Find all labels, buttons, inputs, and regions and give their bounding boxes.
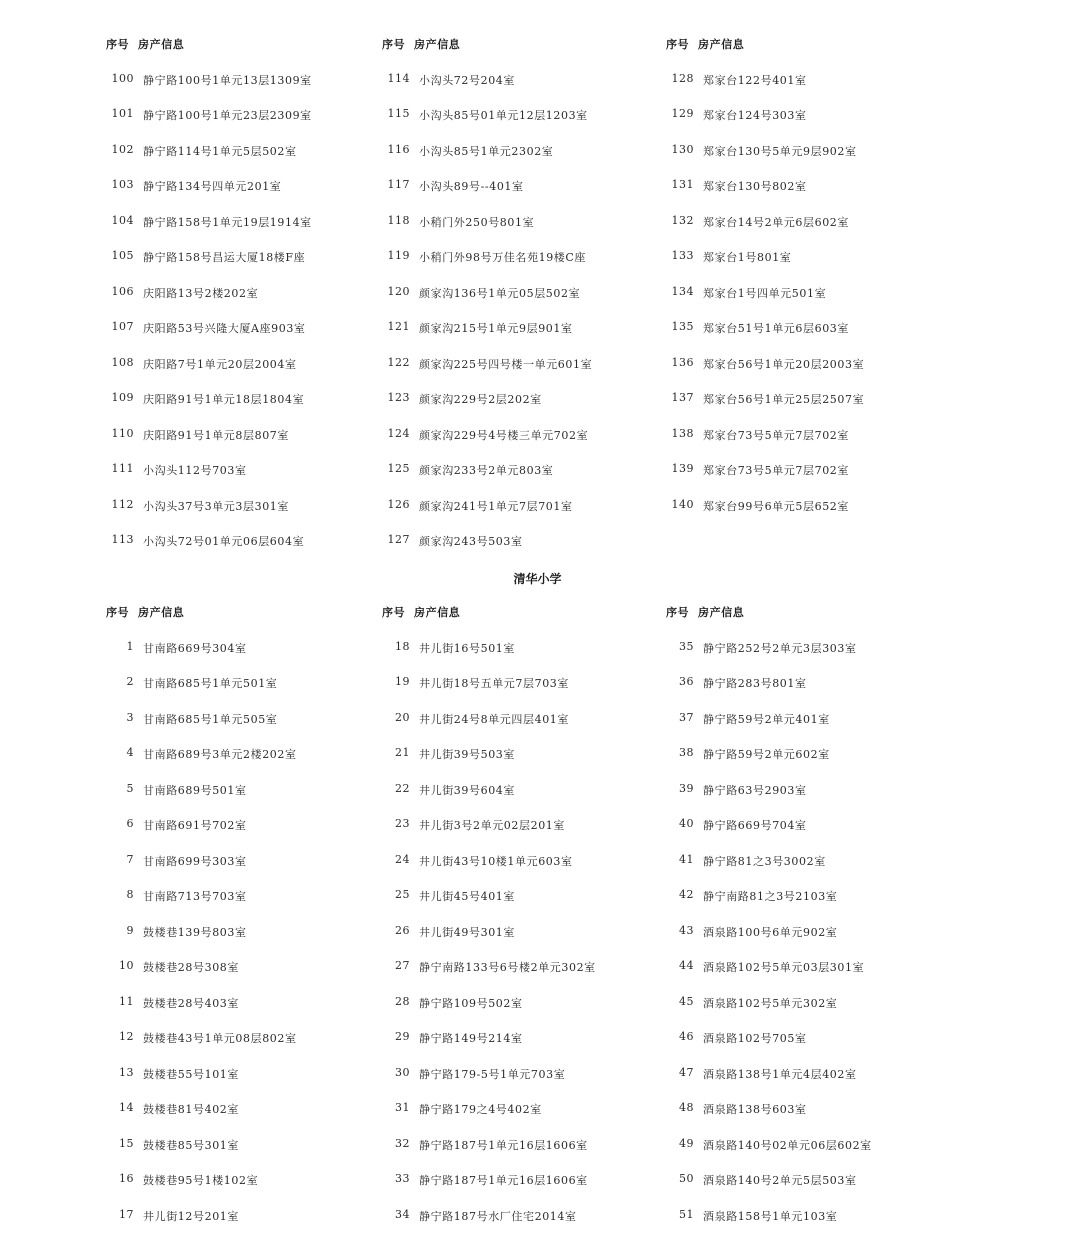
row-number: 102 [111,142,134,156]
row-number: 41 [679,852,694,866]
property-info: 郑家台73号5单元7层702室 [703,428,849,442]
property-info: 颜家沟225号四号楼一单元601室 [419,357,593,371]
property-info: 郑家台99号6单元5层652室 [703,499,849,513]
row-number: 8 [126,888,134,901]
property-info: 酒泉路140号2单元5层503室 [703,1174,857,1187]
row-number: 43 [679,923,694,937]
row-number: 10 [119,959,134,972]
property-info: 鼓楼巷28号403室 [143,996,239,1010]
property-info: 甘南路691号702室 [143,819,247,832]
row-number: 110 [111,426,134,440]
property-info: 颜家沟241号1单元7层701室 [419,499,573,513]
property-info: 静宁路187号水厂住宅2014室 [419,1209,577,1223]
property-info: 郑家台73号5单元7层702室 [703,464,849,477]
row-number: 31 [395,1101,410,1114]
property-info: 小沟头72号204室 [419,73,515,87]
property-info: 庆阳路7号1单元20层2004室 [143,357,297,371]
property-info: 郑家台14号2单元6层602室 [703,215,849,229]
row-number: 38 [679,746,694,759]
property-info: 静宁路158号昌运大厦18楼F座 [143,251,306,264]
property-info: 小沟头37号3单元3层301室 [143,499,289,513]
property-info: 井儿街49号301室 [419,925,515,939]
property-info: 酒泉路138号603室 [703,1103,807,1116]
row-number: 3 [126,710,134,724]
property-info: 静宁路109号502室 [419,996,523,1010]
row-number: 9 [126,923,134,937]
property-info: 酒泉路140号02单元06层602室 [703,1138,872,1152]
property-info: 静宁路100号1单元13层1309室 [143,73,312,87]
property-info: 酒泉路102号5单元302室 [703,996,838,1010]
row-number: 101 [111,107,134,120]
header-no: 序号 [382,606,405,619]
row-number: 34 [395,1207,410,1221]
row-number: 111 [111,462,134,475]
property-info: 小稍门外250号801室 [419,215,535,229]
row-number: 49 [679,1136,694,1150]
row-number: 33 [395,1172,410,1185]
row-number: 14 [119,1101,134,1114]
property-info: 静宁路81之3号3002室 [703,854,826,868]
property-info: 庆阳路91号1单元8层807室 [143,428,289,442]
property-info: 井儿街16号501室 [419,641,515,655]
property-info: 静宁路179之4号402室 [419,1103,542,1116]
row-number: 50 [679,1172,694,1185]
property-info: 鼓楼巷55号101室 [143,1067,239,1081]
row-number: 23 [395,817,410,830]
row-number: 19 [395,675,410,688]
header-info: 房产信息 [414,606,461,619]
property-info: 颜家沟229号2层202室 [419,393,542,406]
row-number: 131 [671,178,694,191]
row-number: 20 [395,710,410,724]
row-number: 51 [679,1207,694,1221]
row-number: 1 [126,639,134,653]
property-info: 酒泉路158号1单元103室 [703,1209,838,1223]
property-info: 静宁路134号四单元201室 [143,180,282,193]
row-number: 120 [387,284,410,298]
row-number: 132 [671,213,694,227]
row-number: 100 [111,71,134,85]
row-number: 45 [679,994,694,1008]
property-info: 郑家台56号1单元25层2507室 [703,393,865,406]
property-info: 静宁南路133号6号楼2单元302室 [419,961,596,974]
row-number: 104 [111,213,134,227]
property-info: 小沟头89号--401室 [419,180,524,193]
property-info: 鼓楼巷43号1单元08层802室 [143,1032,297,1045]
property-info: 静宁路283号801室 [703,677,807,690]
property-info: 甘南路669号304室 [143,641,247,655]
property-info: 鼓楼巷139号803室 [143,925,247,939]
row-number: 29 [395,1030,410,1043]
row-number: 127 [387,533,410,546]
row-number: 16 [119,1172,134,1185]
property-info: 颜家沟243号503室 [419,535,523,548]
property-info: 井儿街43号10楼1单元603室 [419,854,573,868]
row-number: 136 [671,355,694,369]
property-info: 颜家沟215号1单元9层901室 [419,322,573,335]
row-number: 138 [671,426,694,440]
property-info: 酒泉路102号705室 [703,1032,807,1045]
row-number: 117 [387,178,410,191]
property-info: 井儿街45号401室 [419,890,515,903]
row-number: 40 [679,817,694,830]
property-info: 小沟头85号1单元2302室 [419,144,554,158]
property-info: 鼓楼巷95号1楼102室 [143,1174,259,1187]
row-number: 130 [671,142,694,156]
property-info: 静宁路59号2单元401室 [703,712,830,726]
row-number: 114 [387,71,410,85]
property-info: 静宁路59号2单元602室 [703,748,830,761]
row-number: 18 [395,639,410,653]
row-number: 134 [671,284,694,298]
property-info: 井儿街39号604室 [419,783,515,797]
property-info: 小沟头112号703室 [143,464,247,477]
property-info: 郑家台1号801室 [703,251,792,264]
property-info: 静宁路114号1单元5层502室 [143,144,297,158]
property-info: 甘南路685号1单元501室 [143,677,278,690]
property-info: 酒泉路100号6单元902室 [703,925,838,939]
row-number: 22 [395,781,410,795]
row-number: 2 [126,675,134,688]
section-title: 清华小学 [513,572,562,586]
row-number: 48 [679,1101,694,1114]
row-number: 139 [671,462,694,475]
header-no: 序号 [666,38,689,51]
row-number: 125 [387,462,410,475]
row-number: 133 [671,249,694,262]
row-number: 108 [111,355,134,369]
row-number: 122 [387,355,410,369]
row-number: 126 [387,497,410,511]
property-info: 甘南路685号1单元505室 [143,712,278,726]
row-number: 24 [395,852,410,866]
property-info: 郑家台122号401室 [703,73,807,87]
header-info: 房产信息 [138,38,185,51]
row-number: 35 [679,639,694,653]
row-number: 116 [387,142,410,156]
row-number: 30 [395,1065,410,1079]
row-number: 123 [387,391,410,404]
property-info: 静宁路669号704室 [703,819,807,832]
header-no: 序号 [106,606,129,619]
row-number: 124 [387,426,410,440]
property-info: 井儿街39号503室 [419,748,515,761]
row-number: 11 [119,994,134,1008]
property-info: 甘南路713号703室 [143,890,247,903]
row-number: 129 [671,107,694,120]
property-info: 静宁南路81之3号2103室 [703,890,838,903]
row-number: 137 [671,391,694,404]
row-number: 6 [126,817,134,830]
row-number: 32 [395,1136,410,1150]
row-number: 4 [126,746,134,759]
property-info: 鼓楼巷85号301室 [143,1138,239,1152]
header-info: 房产信息 [138,606,185,619]
row-number: 44 [679,959,694,972]
property-info: 甘南路689号3单元2楼202室 [143,748,297,761]
property-info: 颜家沟136号1单元05层502室 [419,286,581,300]
row-number: 107 [111,320,134,333]
row-number: 21 [395,746,410,759]
header-info: 房产信息 [698,606,745,619]
row-number: 28 [395,994,410,1008]
property-info: 井儿街3号2单元02层201室 [419,819,565,832]
header-no: 序号 [382,38,405,51]
property-info: 井儿街24号8单元四层401室 [419,712,569,726]
header-no: 序号 [106,38,129,51]
property-info: 小沟头85号01单元12层1203室 [419,109,588,122]
row-number: 106 [111,284,134,298]
property-info: 井儿街18号五单元7层703室 [419,677,569,690]
property-info: 郑家台1号四单元501室 [703,286,827,300]
property-info: 颜家沟229号4号楼三单元702室 [419,428,589,442]
row-number: 140 [671,497,694,511]
row-number: 121 [387,320,410,333]
row-number: 15 [119,1136,134,1150]
property-info: 郑家台130号5单元9层902室 [703,144,857,158]
property-info: 庆阳路13号2楼202室 [143,286,259,300]
row-number: 7 [126,852,134,866]
row-number: 115 [387,107,410,120]
row-number: 39 [679,781,694,795]
property-info: 静宁路158号1单元19层1914室 [143,215,312,229]
property-info: 庆阳路53号兴隆大厦A座903室 [143,322,306,335]
row-number: 13 [119,1065,134,1079]
property-info: 静宁路179-5号1单元703室 [419,1067,566,1081]
header-info: 房产信息 [698,38,745,51]
property-info: 静宁路100号1单元23层2309室 [143,109,312,122]
row-number: 128 [671,71,694,85]
property-info: 郑家台130号802室 [703,180,807,193]
property-info: 酒泉路138号1单元4层402室 [703,1067,857,1081]
property-info: 郑家台56号1单元20层2003室 [703,357,865,371]
row-number: 46 [679,1030,694,1043]
property-info: 甘南路699号303室 [143,854,247,868]
row-number: 105 [111,249,134,262]
row-number: 42 [679,888,694,901]
row-number: 25 [395,888,410,901]
property-info: 静宁路149号214室 [419,1032,523,1045]
property-info: 酒泉路102号5单元03层301室 [703,961,865,974]
row-number: 5 [126,781,134,795]
property-info: 井儿街12号201室 [143,1209,239,1223]
header-no: 序号 [666,606,689,619]
row-number: 112 [111,497,134,511]
row-number: 113 [111,533,134,546]
row-number: 27 [395,959,410,972]
row-number: 47 [679,1065,694,1079]
property-info: 鼓楼巷28号308室 [143,961,239,974]
property-info: 小稍门外98号万佳名苑19楼C座 [419,251,587,264]
property-info: 鼓楼巷81号402室 [143,1103,239,1116]
row-number: 37 [679,710,694,724]
property-info: 颜家沟233号2单元803室 [419,464,554,477]
property-info: 郑家台124号303室 [703,109,807,122]
property-info: 静宁路252号2单元3层303室 [703,641,857,655]
property-info: 甘南路689号501室 [143,783,247,797]
property-info: 小沟头72号01单元06层604室 [143,535,305,548]
row-number: 109 [111,391,134,404]
row-number: 119 [387,249,410,262]
row-number: 12 [119,1030,134,1043]
row-number: 26 [395,923,410,937]
property-info: 郑家台51号1单元6层603室 [703,322,849,335]
property-info: 庆阳路91号1单元18层1804室 [143,393,305,406]
property-info: 静宁路187号1单元16层1606室 [419,1174,588,1187]
row-number: 103 [111,178,134,191]
row-number: 118 [387,213,410,227]
row-number: 135 [671,320,694,333]
property-info: 静宁路63号2903室 [703,783,807,797]
property-info: 静宁路187号1单元16层1606室 [419,1138,588,1152]
row-number: 17 [119,1207,134,1221]
row-number: 36 [679,675,694,688]
header-info: 房产信息 [414,38,461,51]
